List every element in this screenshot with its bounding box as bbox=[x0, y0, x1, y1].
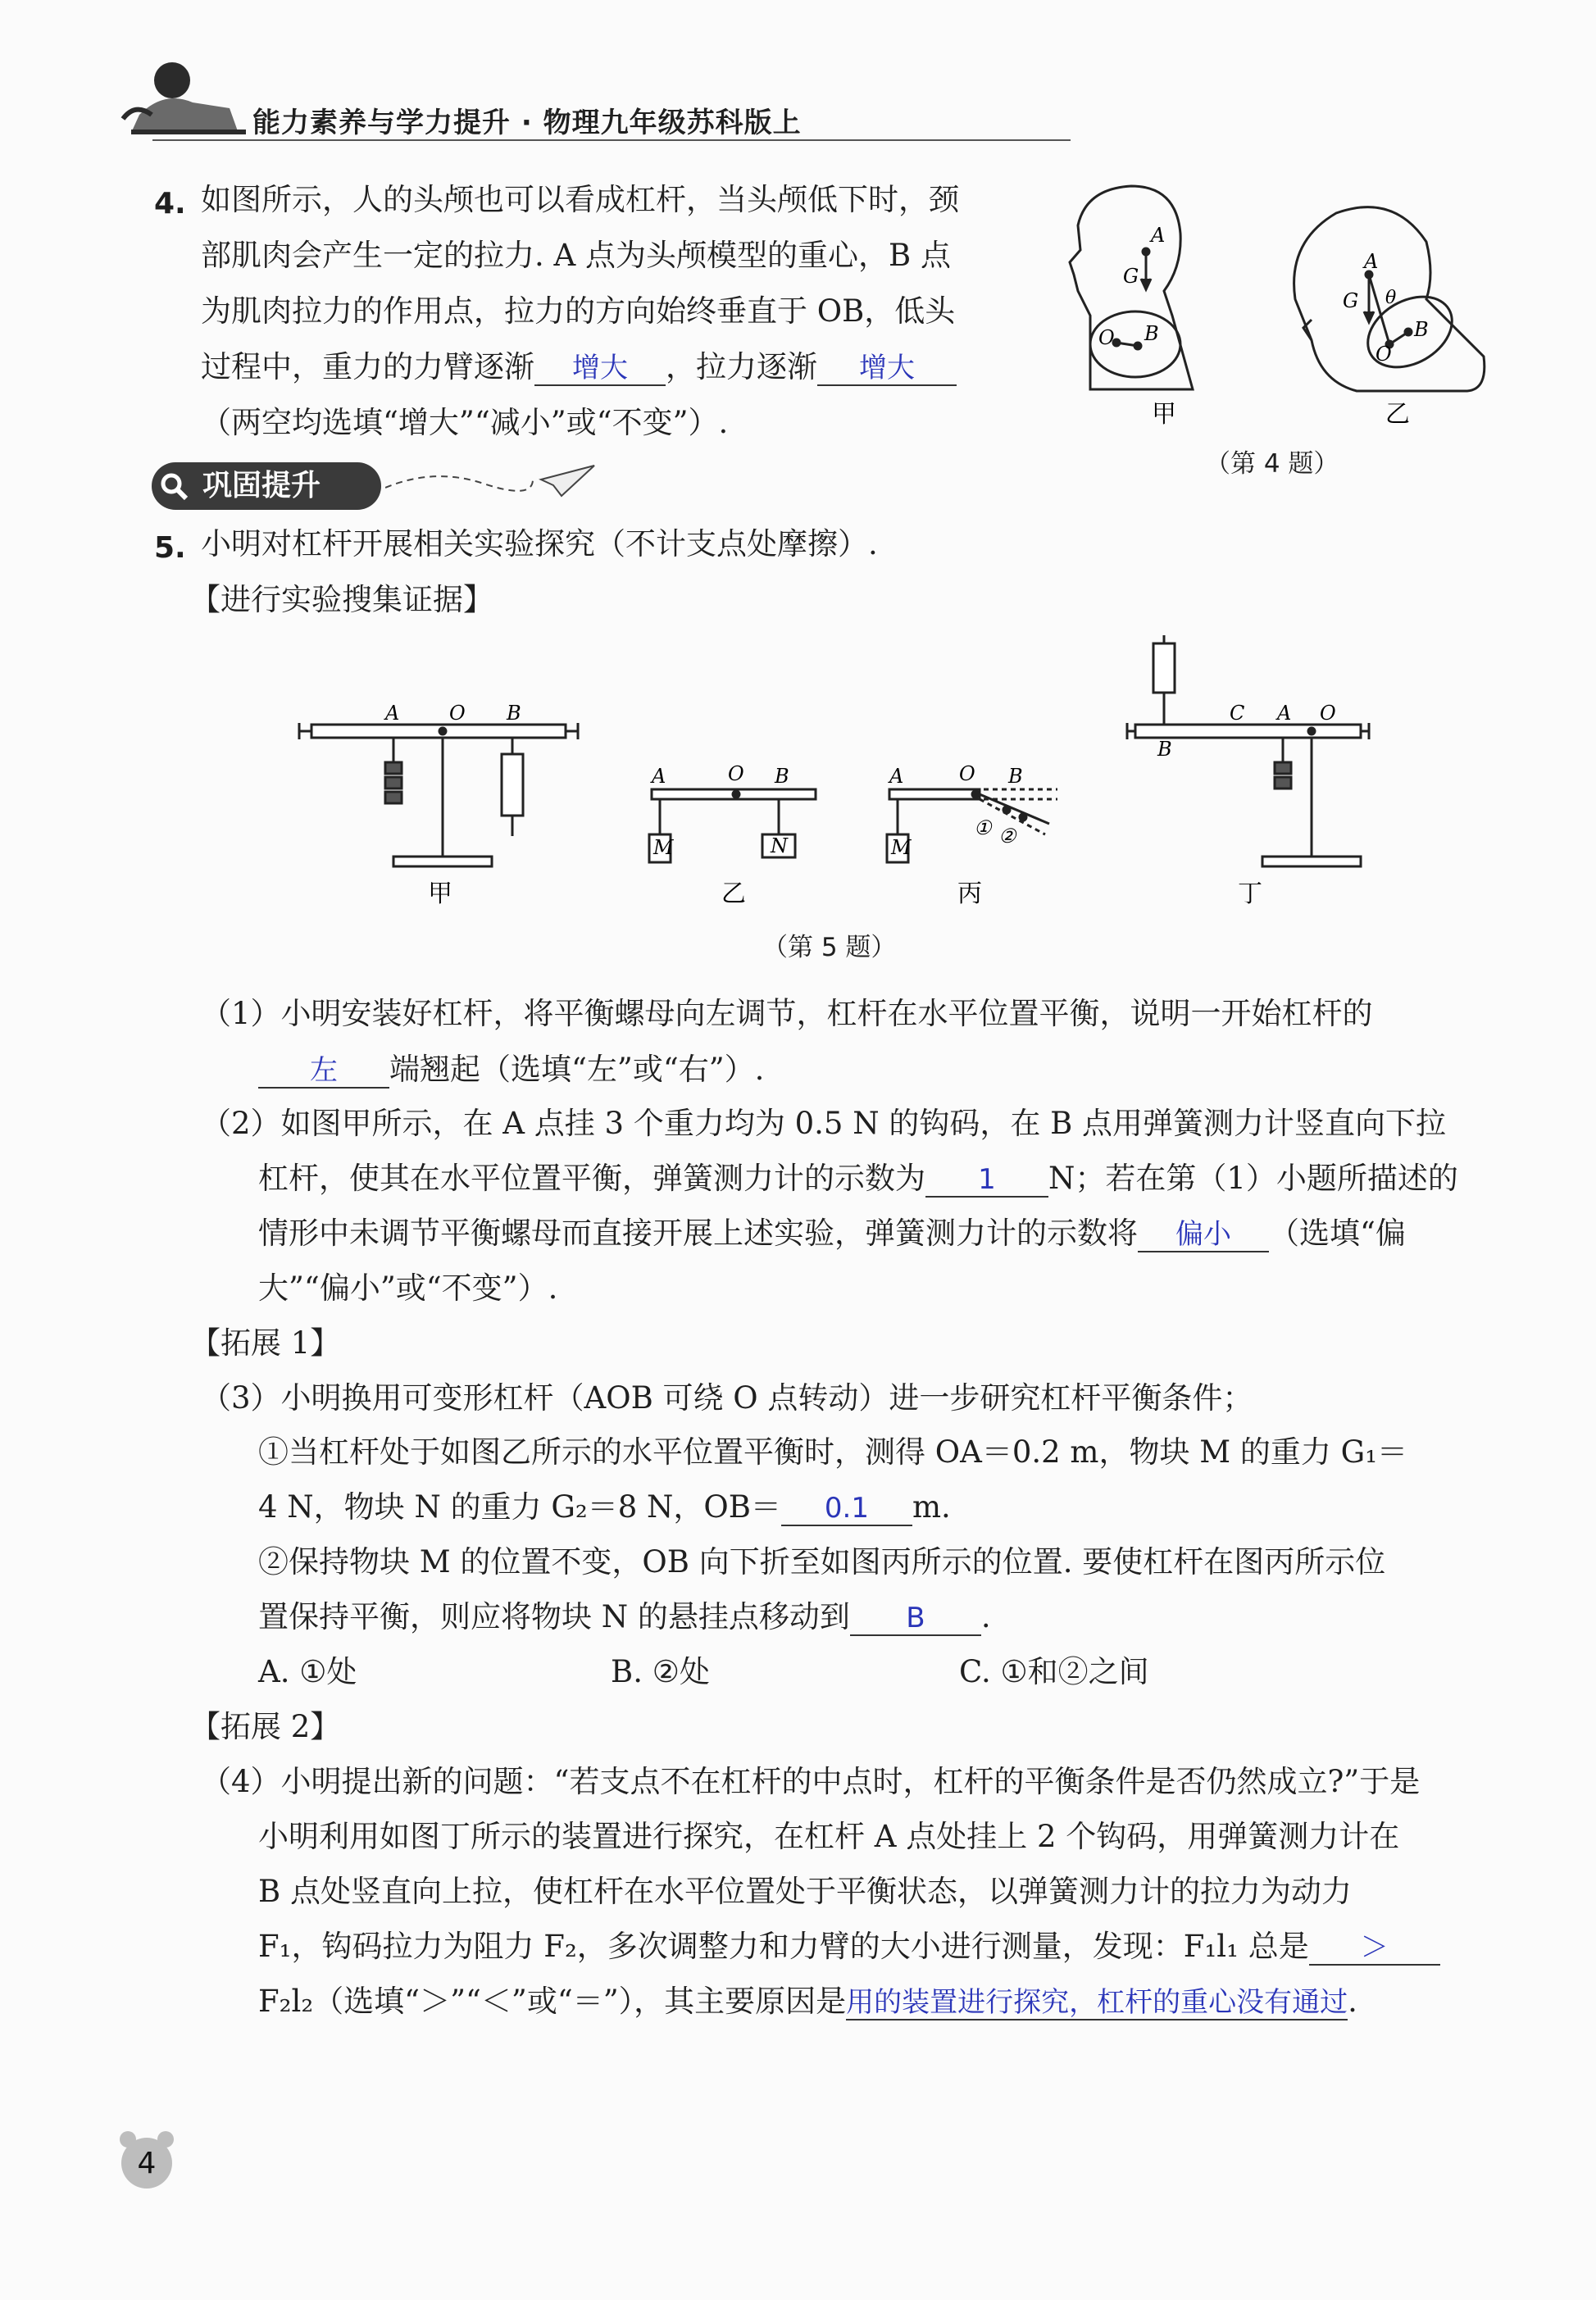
q4-number: 4. bbox=[154, 187, 186, 220]
q5-bing-B: B bbox=[1008, 765, 1023, 788]
q5-p2-text-c: 情形中未调节平衡螺母而直接开展上述实验，弹簧测力计的示数将 bbox=[258, 1216, 1138, 1251]
q5-bing-M: M bbox=[891, 836, 912, 859]
q4-fig-label-yi: 乙 bbox=[1385, 400, 1410, 429]
q5-p4-line-2: 小明利用如图丁所示的装置进行探究，在杠杆 A 点处挂上 2 个钩码，用弹簧测力计在 bbox=[258, 1819, 1400, 1854]
q5-p3-line-4: ②保持物块 M 的位置不变，OB 向下折至如图丙所示的位置. 要使杠杆在图丙所示位 bbox=[258, 1544, 1386, 1580]
q5-yi-O: O bbox=[728, 762, 744, 785]
q5-ding-B: B bbox=[1157, 738, 1172, 761]
q5-ding-C: C bbox=[1230, 702, 1245, 725]
q4-answer-1: 增大 bbox=[534, 352, 666, 386]
q5-p3-answer-2: B bbox=[850, 1602, 981, 1636]
q5-p2-answer-2: 偏小 bbox=[1138, 1218, 1269, 1252]
q5-figure bbox=[295, 631, 1394, 926]
section-title: 巩固提升 bbox=[202, 469, 321, 502]
q5-p4-line-3: B 点处竖直向上拉，使杠杆在水平位置处于平衡状态，以弹簧测力计的拉力为动力 bbox=[258, 1874, 1352, 1909]
q5-ding-O: O bbox=[1320, 702, 1336, 725]
q5-p3-text-d: . bbox=[980, 1599, 991, 1634]
q5-p3-line-5 bbox=[258, 1599, 991, 1636]
header-divider bbox=[152, 139, 1071, 141]
q5-bing-O: O bbox=[959, 762, 975, 785]
q5-p4-answer-2: 用的装置进行探究，杠杆的重心没有通过 bbox=[846, 1986, 1348, 2019]
q5-p4-text-c: . bbox=[1348, 1984, 1357, 2019]
q5-fig-bing bbox=[887, 789, 1057, 862]
q5-fig-jia bbox=[299, 723, 578, 866]
q5-fig-label-jia: 甲 bbox=[428, 880, 452, 908]
q5-p4-text-b: F₂l₂（选填“＞”“＜”或“＝”），其主要原因是 bbox=[258, 1984, 847, 2019]
q5-subhead-1: 【进行实验搜集证据】 bbox=[190, 582, 493, 617]
q4-answer-2: 增大 bbox=[817, 352, 957, 386]
q5-intro: 小明对杠杆开展相关实验探究（不计支点处摩擦）. bbox=[201, 526, 878, 561]
q5-p3-text-c: 置保持平衡，则应将物块 N 的悬挂点移动到 bbox=[258, 1599, 850, 1634]
q5-fig-label-ding: 丁 bbox=[1238, 880, 1262, 908]
q5-p4-text-a: F₁，钩码拉力为阻力 F₂，多次调整力和力臂的大小进行测量，发现：F₁l₁ 总是 bbox=[258, 1929, 1309, 1964]
q5-option-a: A. ①处 bbox=[258, 1654, 357, 1689]
q5-fig-label-yi: 乙 bbox=[721, 880, 746, 908]
q4-line-2: 部肌肉会产生一定的拉力. A 点为头颅模型的重心，B 点 bbox=[201, 238, 951, 273]
q5-p4-line-1: （4）小明提出新的问题：“若支点不在杠杆的中点时，杠杆的平衡条件是否仍然成立?”于是 bbox=[201, 1764, 1421, 1799]
q5-number: 5. bbox=[154, 531, 186, 565]
q5-p2-text-d: （选填“偏 bbox=[1269, 1216, 1406, 1251]
q5-jia-O: O bbox=[449, 702, 466, 725]
q5-p3-text-b: m. bbox=[912, 1489, 951, 1525]
q5-p1-line-2 bbox=[258, 1052, 764, 1089]
q5-option-b: B. ②处 bbox=[611, 1654, 710, 1689]
q5-p2-text-b: N；若在第（1）小题所描述的 bbox=[1048, 1161, 1458, 1196]
q5-p3-line-2: ①当杠杆处于如图乙所示的水平位置平衡时，测得 OA＝0.2 m，物块 M 的重力 G₁＝ bbox=[258, 1434, 1408, 1470]
q4-label-g2: G bbox=[1343, 289, 1359, 312]
q4-line-4 bbox=[201, 349, 957, 386]
q5-p3-answer-1: 0.1 bbox=[781, 1492, 912, 1526]
page-number: 4 bbox=[121, 2138, 172, 2189]
q5-p3-line-3 bbox=[258, 1489, 951, 1526]
q5-yi-M: M bbox=[653, 836, 674, 859]
q5-p3-line-1: （3）小明换用可变形杠杆（AOB 可绕 O 点转动）进一步研究杠杆平衡条件； bbox=[201, 1380, 1253, 1416]
q4-label-o1: O bbox=[1098, 326, 1115, 349]
magnifier-icon bbox=[158, 470, 191, 503]
q4-label-b1: B bbox=[1144, 322, 1159, 345]
q5-fig-label-bing: 丙 bbox=[957, 880, 982, 908]
q4-line-5: （两空均选填“增大”“减小”或“不变”）. bbox=[201, 405, 729, 440]
q4-figure-caption: （第 4 题） bbox=[1205, 449, 1339, 479]
q4-line-3: 为肌肉拉力的作用点，拉力的方向始终垂直于 OB，低头 bbox=[201, 293, 956, 329]
q4-label-g1: G bbox=[1123, 265, 1139, 288]
q5-p3-text-a: 4 N，物块 N 的重力 G₂＝8 N，OB＝ bbox=[258, 1489, 781, 1525]
q4-fig-jia bbox=[1070, 186, 1193, 389]
q5-p2-line-3 bbox=[258, 1216, 1406, 1252]
q5-ext2: 【拓展 2】 bbox=[190, 1709, 341, 1744]
header-logo bbox=[115, 57, 254, 148]
q4-label-b2: B bbox=[1414, 318, 1429, 341]
q4-line-4-text-b: ，拉力逐渐 bbox=[666, 349, 817, 384]
q5-p1-text: 端翘起（选填“左”或“右”）. bbox=[389, 1052, 765, 1087]
q5-bing-c1: ① bbox=[974, 816, 992, 839]
q5-ext1: 【拓展 1】 bbox=[190, 1325, 341, 1361]
paper-plane-icon bbox=[385, 459, 598, 508]
q5-p2-line-4: 大”“偏小”或“不变”）. bbox=[258, 1270, 558, 1306]
q5-yi-B: B bbox=[775, 765, 789, 788]
q5-p2-text-a: 杠杆，使其在水平位置平衡，弹簧测力计的示数为 bbox=[258, 1161, 925, 1196]
q5-bing-c2: ② bbox=[998, 825, 1016, 848]
q4-line-1: 如图所示，人的头颅也可以看成杠杆，当头颅低下时，颈 bbox=[201, 182, 959, 217]
q5-p2-line-1: （2）如图甲所示，在 A 点挂 3 个重力均为 0.5 N 的钩码，在 B 点用弹簧测力计竖直向下拉 bbox=[201, 1106, 1447, 1141]
q5-p1-line-1: （1）小明安装好杠杆，将平衡螺母向左调节，杠杆在水平位置平衡，说明一开始杠杆的 bbox=[201, 996, 1373, 1031]
q5-p2-answer-1: 1 bbox=[925, 1163, 1048, 1198]
q5-bing-A: A bbox=[889, 765, 904, 788]
q5-yi-A: A bbox=[652, 765, 666, 788]
q4-label-a1: A bbox=[1151, 224, 1166, 247]
q5-p4-answer-1: ＞ bbox=[1309, 1931, 1440, 1966]
q5-option-c: C. ①和②之间 bbox=[959, 1654, 1149, 1689]
q5-p2-line-2 bbox=[258, 1161, 1458, 1198]
q5-yi-N: N bbox=[771, 834, 788, 857]
q5-ding-A: A bbox=[1277, 702, 1292, 725]
q4-line-4-text-a: 过程中，重力的力臂逐渐 bbox=[201, 349, 534, 384]
q5-p4-line-4 bbox=[258, 1929, 1440, 1966]
q4-label-a2: A bbox=[1364, 250, 1379, 273]
q4-figure bbox=[1041, 176, 1500, 439]
q4-label-theta: θ bbox=[1385, 288, 1397, 308]
q4-label-o2: O bbox=[1375, 343, 1392, 366]
q5-jia-B: B bbox=[507, 702, 521, 725]
q4-fig-label-jia: 甲 bbox=[1152, 400, 1176, 429]
q5-p1-answer: 左 bbox=[258, 1054, 389, 1089]
q5-figure-caption: （第 5 题） bbox=[762, 933, 897, 962]
q5-jia-A: A bbox=[385, 702, 400, 725]
header-title: 能力素养与学力提升 · 物理九年级苏科版上 bbox=[252, 107, 802, 139]
q5-p4-line-5 bbox=[258, 1984, 1357, 2020]
q5-fig-yi bbox=[649, 789, 816, 862]
